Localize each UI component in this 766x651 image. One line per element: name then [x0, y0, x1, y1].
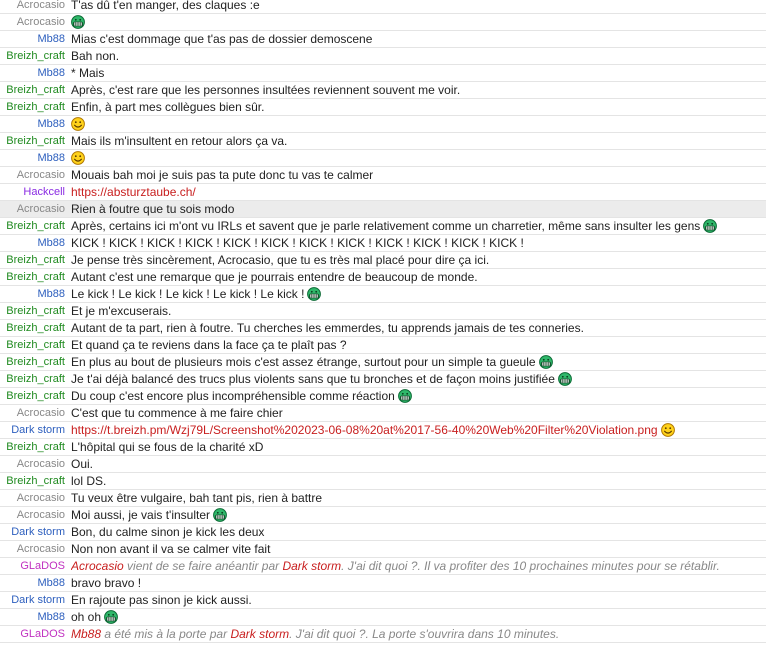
message-fragment: KICK ! KICK ! KICK ! KICK ! KICK ! KICK ! KICK ! KICK ! KICK ! KICK ! KICK ! KICK !	[71, 236, 524, 250]
nick-label[interactable]: Acrocasio	[16, 492, 65, 504]
system-message-row	[0, 558, 766, 575]
grin-teeth-icon	[558, 372, 572, 386]
message-fragment: En plus au bout de plusieurs mois c'est assez étrange, surtout pour un simple ta gueule	[71, 355, 536, 369]
smile-icon	[71, 151, 85, 165]
nick-label[interactable]: Mb88	[37, 152, 65, 164]
message-text	[71, 541, 766, 557]
message-fragment: Je pense très sincèrement, Acrocasio, que tu es très mal placé pour dire ça ici.	[71, 253, 490, 267]
message-text	[71, 82, 766, 98]
message-row	[0, 575, 766, 592]
message-fragment: Autant c'est une remarque que je pourrais entendre de beaucoup de monde.	[71, 270, 478, 284]
message-text	[71, 184, 766, 200]
nick-label[interactable]: Breizh_craft	[6, 220, 65, 232]
nick-label[interactable]: Breizh_craft	[6, 271, 65, 283]
message-row	[0, 337, 766, 354]
message-text	[71, 65, 766, 81]
message-row	[0, 150, 766, 167]
message-fragment: Oui.	[71, 457, 94, 471]
message-text	[71, 218, 766, 234]
message-fragment: Du coup c'est encore plus incompréhensible comme réaction	[71, 389, 395, 403]
nick-label[interactable]: Hackcell	[23, 186, 65, 198]
nick-label[interactable]: Mb88	[37, 33, 65, 45]
message-text	[71, 575, 766, 591]
message-row	[0, 65, 766, 82]
nick-label[interactable]: Breizh_craft	[6, 305, 65, 317]
nick-label[interactable]: Dark storm	[11, 526, 65, 538]
message-row	[0, 303, 766, 320]
message-fragment: Moi aussi, je vais t'insulter	[71, 508, 211, 522]
message-row	[0, 99, 766, 116]
message-fragment: lol DS.	[71, 474, 107, 488]
nick-label[interactable]: Breizh_craft	[6, 135, 65, 147]
grin-teeth-icon	[307, 287, 321, 301]
message-row	[0, 524, 766, 541]
nick-label[interactable]: Acrocasio	[16, 16, 65, 28]
message-fragment: vient de se faire anéantir par	[123, 559, 283, 573]
message-text	[71, 116, 766, 132]
nick-label[interactable]: Breizh_craft	[6, 475, 65, 487]
nick-label[interactable]: Breizh_craft	[6, 322, 65, 334]
message-fragment: Et je m'excuserais.	[71, 304, 172, 318]
message-row	[0, 48, 766, 65]
nick-label[interactable]: Breizh_craft	[6, 339, 65, 351]
message-fragment: Autant de ta part, rien à foutre. Tu cherches les emmerdes, tu apprends jamais de tes conneries.	[71, 321, 584, 335]
message-text	[71, 626, 766, 642]
message-row	[0, 388, 766, 405]
message-fragment: Et quand ça te reviens dans la face ça te plaît pas ?	[71, 338, 347, 352]
message-row	[0, 592, 766, 609]
message-row	[0, 133, 766, 150]
message-text	[71, 133, 766, 149]
nick-label[interactable]: GLaDOS	[20, 628, 65, 640]
message-row	[0, 14, 766, 31]
nick-label[interactable]: Breizh_craft	[6, 356, 65, 368]
message-text	[71, 320, 766, 336]
message-text	[71, 286, 766, 302]
message-fragment: C'est que tu commence à me faire chier	[71, 406, 283, 420]
grin-teeth-icon	[71, 15, 85, 29]
actor-name[interactable]: Mb88	[71, 627, 102, 641]
message-row	[0, 609, 766, 626]
message-row	[0, 507, 766, 524]
message-text	[71, 524, 766, 540]
nick-label[interactable]: Mb88	[37, 67, 65, 79]
nick-label[interactable]: Mb88	[37, 577, 65, 589]
message-row	[0, 371, 766, 388]
nick-label[interactable]: Acrocasio	[16, 169, 65, 181]
actor-name[interactable]: Dark storm	[282, 559, 342, 573]
message-fragment: Enfin, à part mes collègues bien sûr.	[71, 100, 265, 114]
message-fragment: Bon, du calme sinon je kick les deux	[71, 525, 265, 539]
message-row	[0, 184, 766, 201]
message-text	[71, 609, 766, 625]
message-text	[71, 388, 766, 404]
message-fragment: Mais ils m'insultent en retour alors ça va.	[71, 134, 288, 148]
message-row	[0, 116, 766, 133]
nick-label[interactable]: Acrocasio	[16, 509, 65, 521]
message-row	[0, 405, 766, 422]
nick-label[interactable]: Mb88	[37, 118, 65, 130]
nick-label[interactable]: Breizh_craft	[6, 390, 65, 402]
message-fragment: Mouais bah moi je suis pas ta pute donc tu vas te calmer	[71, 168, 374, 182]
message-row	[0, 490, 766, 507]
message-fragment: . J'ai dit quoi ?. Il va profiter des 10 prochaines minutes pour se rétablir.	[341, 559, 720, 573]
message-row	[0, 218, 766, 235]
message-fragment: Bah non.	[71, 49, 120, 63]
message-text	[71, 0, 766, 13]
nick-label[interactable]: Acrocasio	[16, 203, 65, 215]
smile-icon	[661, 423, 675, 437]
message-fragment: T'as dû t'en manger, des claques :e	[71, 0, 260, 12]
nick-label[interactable]: Acrocasio	[16, 458, 65, 470]
nick-label[interactable]: Dark storm	[11, 594, 65, 606]
message-text	[71, 235, 766, 251]
message-text	[71, 48, 766, 64]
smile-icon	[71, 117, 85, 131]
system-message-row	[0, 626, 766, 643]
message-text	[71, 473, 766, 489]
message-row	[0, 167, 766, 184]
nick-label[interactable]: Mb88	[37, 288, 65, 300]
message-row	[0, 269, 766, 286]
message-text	[71, 167, 766, 183]
message-fragment: Mias c'est dommage que t'as pas de dossier demoscene	[71, 32, 373, 46]
message-row	[0, 456, 766, 473]
nick-label[interactable]: Breizh_craft	[6, 84, 65, 96]
message-text	[71, 456, 766, 472]
message-fragment: Tu veux être vulgaire, bah tant pis, rien à battre	[71, 491, 323, 505]
message-text	[71, 252, 766, 268]
grin-teeth-icon	[213, 508, 227, 522]
message-row	[0, 422, 766, 439]
message-text	[71, 490, 766, 506]
nick-label[interactable]: Breizh_craft	[6, 254, 65, 266]
nick-label[interactable]: Breizh_craft	[6, 50, 65, 62]
grin-teeth-icon	[539, 355, 553, 369]
message-fragment: En rajoute pas sinon je kick aussi.	[71, 593, 252, 607]
message-fragment: Après, c'est rare que les personnes insultées reviennent souvent me voir.	[71, 83, 461, 97]
message-text	[71, 592, 766, 608]
message-fragment: Après, certains ici m'ont vu IRLs et savent que je parle relativement comme un charretier, même sans insulter les gens	[71, 219, 701, 233]
message-row	[0, 286, 766, 303]
message-text	[71, 150, 766, 166]
grin-teeth-icon	[104, 610, 118, 624]
message-fragment: Le kick ! Le kick ! Le kick ! Le kick ! Le kick !	[71, 287, 305, 301]
nick-label[interactable]: Breizh_craft	[6, 101, 65, 113]
nick-label[interactable]: Dark storm	[11, 424, 65, 436]
message-fragment: L'hôpital qui se fous de la charité xD	[71, 440, 264, 454]
actor-name[interactable]: Dark storm	[230, 627, 290, 641]
message-link[interactable]: https://absturztaube.ch/	[71, 185, 196, 199]
grin-teeth-icon	[703, 219, 717, 233]
message-text	[71, 405, 766, 421]
message-text	[71, 303, 766, 319]
nick-label[interactable]: Acrocasio	[16, 543, 65, 555]
message-row	[0, 541, 766, 558]
message-text	[71, 337, 766, 353]
nick-label[interactable]: Mb88	[37, 611, 65, 623]
nick-label[interactable]: GLaDOS	[20, 560, 65, 572]
message-row	[0, 235, 766, 252]
message-row	[0, 252, 766, 269]
grin-teeth-icon	[398, 389, 412, 403]
message-row	[0, 82, 766, 99]
message-text	[71, 507, 766, 523]
message-fragment: . J'ai dit quoi ?. La porte s'ouvrira dans 10 minutes.	[289, 627, 560, 641]
message-row	[0, 354, 766, 371]
message-row	[0, 201, 766, 218]
message-fragment: Je t'ai déjà balancé des trucs plus violents sans que tu bronches et de façon moins justifiée	[71, 372, 555, 386]
nick-label[interactable]: Breizh_craft	[6, 373, 65, 385]
message-text	[71, 14, 766, 30]
nick-label[interactable]: Acrocasio	[16, 407, 65, 419]
nick-label[interactable]: Acrocasio	[16, 0, 65, 11]
message-row	[0, 320, 766, 337]
message-fragment: Non non avant il va se calmer vite fait	[71, 542, 271, 556]
message-text	[71, 201, 766, 217]
message-text	[71, 371, 766, 387]
message-text	[71, 439, 766, 455]
message-fragment: Rien à foutre que tu sois modo	[71, 202, 235, 216]
message-text	[71, 422, 766, 438]
message-link[interactable]: https://t.breizh.pm/Wzj79L/Screenshot%202023-06-08%20at%2017-56-40%20Web%20Filter%20Violation.png	[71, 423, 658, 437]
nick-label[interactable]: Breizh_craft	[6, 441, 65, 453]
message-text	[71, 269, 766, 285]
message-row	[0, 31, 766, 48]
message-fragment: bravo bravo !	[71, 576, 142, 590]
message-text	[71, 31, 766, 47]
message-text	[71, 354, 766, 370]
message-fragment: oh oh	[71, 610, 102, 624]
message-text	[71, 558, 766, 574]
message-row	[0, 439, 766, 456]
message-fragment: * Mais	[71, 66, 105, 80]
actor-name[interactable]: Acrocasio	[71, 559, 124, 573]
message-text	[71, 99, 766, 115]
message-fragment: a été mis à la porte par	[101, 627, 231, 641]
nick-label[interactable]: Mb88	[37, 237, 65, 249]
message-row	[0, 0, 766, 14]
message-row	[0, 473, 766, 490]
